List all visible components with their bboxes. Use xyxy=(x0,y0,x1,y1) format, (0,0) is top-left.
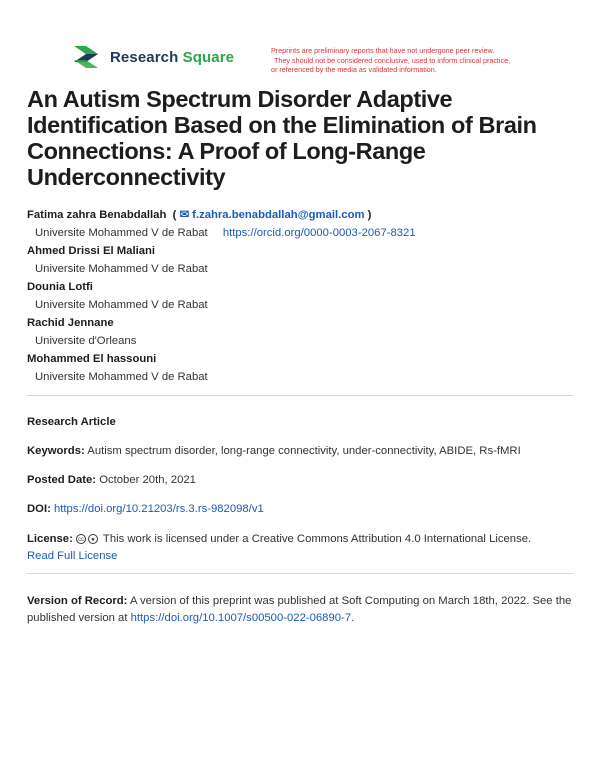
author-affiliation xyxy=(27,224,577,242)
posted-date-label: Posted Date: xyxy=(27,474,97,486)
orcid-link[interactable]: https://orcid.org/0000-0003-2067-8321 xyxy=(222,227,416,239)
divider xyxy=(27,395,573,396)
license-label: License: xyxy=(27,533,73,545)
affiliation-text: Universite Mohammed V de Rabat xyxy=(35,227,208,239)
author-name: Fatima zahra Benabdallah xyxy=(27,209,167,221)
license-text: This work is licensed under a Creative Commons Attribution 4.0 International License. xyxy=(102,533,532,545)
author-affiliation: Universite Mohammed V de Rabat xyxy=(35,371,208,383)
version-of-record xyxy=(27,593,573,627)
research-square-logo[interactable] xyxy=(74,46,234,68)
doi-link[interactable]: https://doi.org/10.21203/rs.3.rs-982098/v1 xyxy=(54,503,264,515)
author-name: Ahmed Drissi El Maliani xyxy=(27,245,156,257)
keywords-label: Keywords: xyxy=(27,445,85,457)
divider xyxy=(27,573,573,574)
posted-date-value: October 20th, 2021 xyxy=(99,474,196,486)
envelope-icon: ✉ xyxy=(179,209,190,221)
notice-line-1: Preprints are preliminary reports that have not undergone peer review. xyxy=(271,46,495,55)
article-type-label: Research Article xyxy=(27,416,116,428)
author-list xyxy=(27,206,577,386)
keywords-row xyxy=(27,443,573,460)
email-address: f.zahra.benabdallah@gmail.com xyxy=(192,209,365,221)
author-name: Mohammed El hassouni xyxy=(27,353,157,365)
logo-wordmark xyxy=(110,49,234,66)
posted-date-row xyxy=(27,472,573,489)
research-square-logo-icon xyxy=(74,46,102,68)
version-text: A version of this preprint was published at Soft Computing on March 18th, 2022. See the published version at xyxy=(27,595,572,624)
logo-name-square: Square xyxy=(182,48,235,66)
doi-row xyxy=(27,501,573,518)
version-end: . xyxy=(351,612,355,624)
doi-label: DOI: xyxy=(27,503,51,515)
article-type xyxy=(27,414,573,431)
email-link[interactable] xyxy=(180,209,365,221)
author-affiliation: Universite Mohammed V de Rabat xyxy=(35,299,208,311)
license-row xyxy=(27,531,573,565)
author-affiliation: Universite Mohammed V de Rabat xyxy=(35,263,208,275)
author-name: Dounia Lotfi xyxy=(27,281,93,293)
paper-title: An Autism Spectrum Disorder Adaptive Identification Based on the Elimination of Brain Connections: A Proof of Long-Range Underconnectivity xyxy=(27,86,537,190)
preprint-notice xyxy=(271,46,536,75)
attribution-icon: ● xyxy=(88,534,98,544)
logo-name-research: Research xyxy=(110,48,179,66)
notice-line-2: They should not be considered conclusive, used to inform clinical practice, xyxy=(274,55,511,65)
notice-line-3: or referenced by the media as validated information. xyxy=(271,65,437,74)
author-affiliation: Universite d'Orleans xyxy=(35,335,137,347)
author-1: Fatima zahra Benabdallah ( ✉ f.zahra.benabdallah@gmail.com ) xyxy=(27,209,372,221)
keywords-value: Autism spectrum disorder, long-range connectivity, under-connectivity, ABIDE, Rs-fMRI xyxy=(87,445,521,457)
read-full-license-link[interactable]: Read Full License xyxy=(27,550,118,562)
version-label: Version of Record: xyxy=(27,595,128,607)
version-doi-link[interactable]: https://doi.org/10.1007/s00500-022-06890-7 xyxy=(130,612,352,624)
cc-icon: cc xyxy=(76,534,86,544)
author-name: Rachid Jennane xyxy=(27,317,114,329)
